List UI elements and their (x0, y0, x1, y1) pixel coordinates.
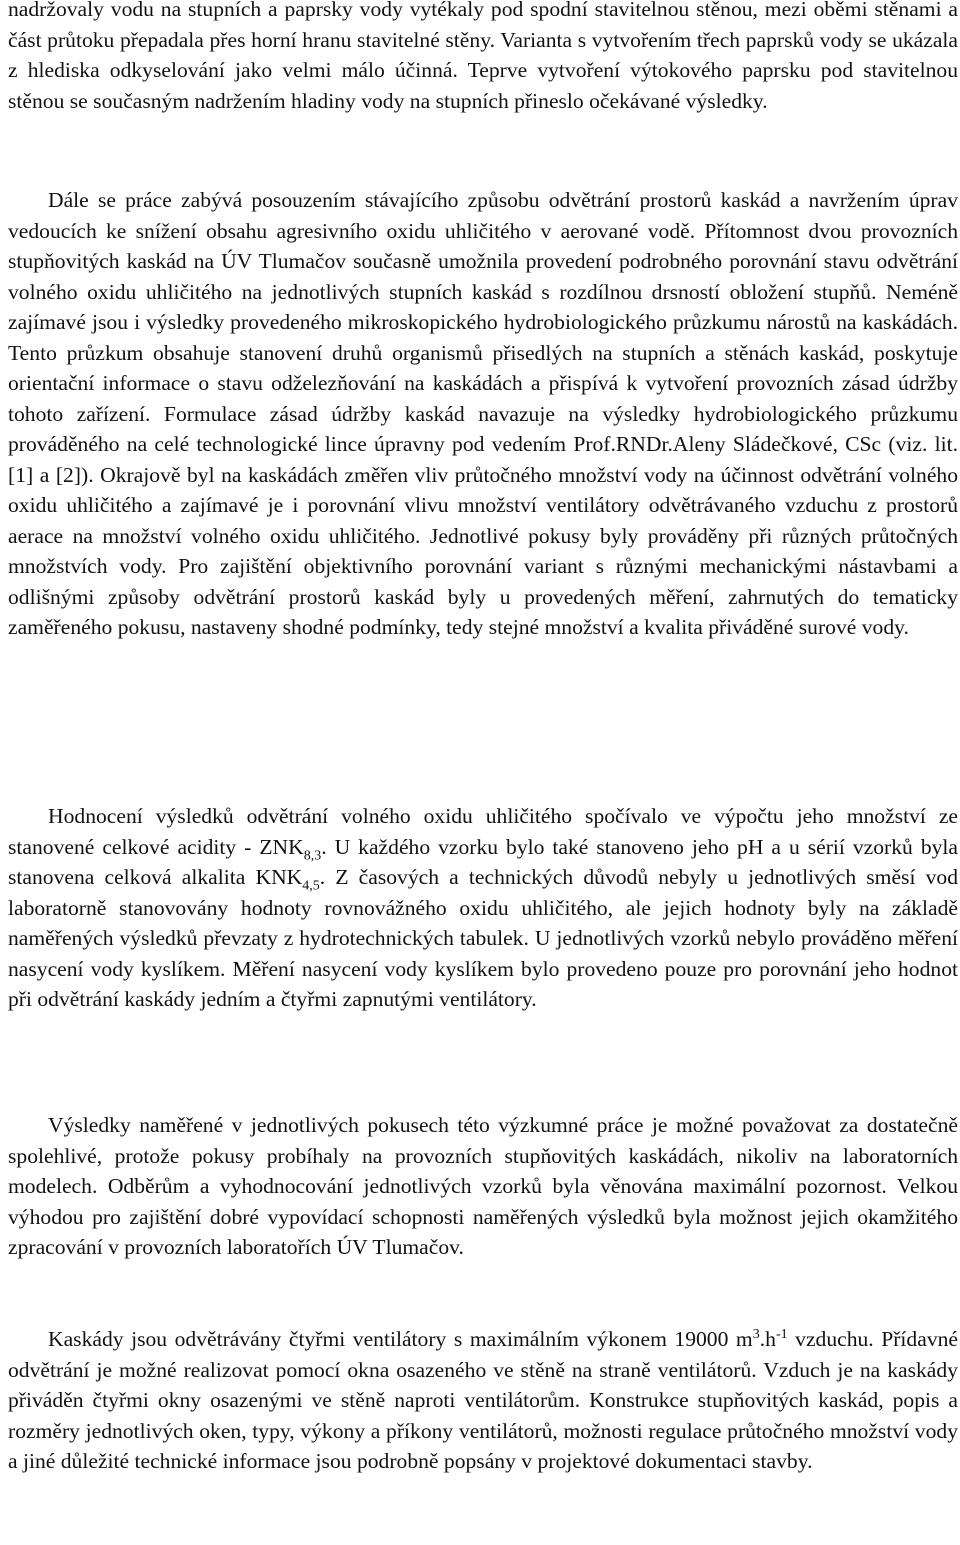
text-segment: vzduchu. Přídavné odvětrání je možné realizovat pomocí okna osazeného ve stěně na straně ventilátorů. Vzduch je na kaskády přiváděn čtyřmi okny osazenými ve stěně naproti ventilátorům. Konstrukce stupňovitých kaskád, popis a rozměry jednotlivých oken, typy, výkony a příkony ventilátorů, možnosti regulace průtočného množství vody a jiné důležité technické informace jsou podrobně popsány v projektové dokumentaci stavby. (8, 1327, 958, 1473)
text-segment: . U každého vzorku bylo také stanoveno jeho pH a u sérií vzorků byla stanovena celková alkalita KNK (8, 834, 958, 889)
paragraph-cascade-variants: nadržovaly vodu na stupních a paprsky vody vytékaly pod spodní stavitelnou stěnou, mezi oběmi stěnami a část průtoku přepadala přes horní hranu stavitelné stěny. Varianta s vytvořením třech paprsků vody se ukázala z hlediska odkyselování jako velmi málo účinná. Teprve vytvoření výtokového paprsku pod stavitelnou stěnou se současným nadržením hladiny vody na stupních přineslo očekávané výsledky. (8, 0, 958, 113)
superscript-per-hour: -1 (775, 1326, 788, 1342)
subscript-znk: 8,3 (303, 847, 322, 863)
paragraph-ventilators (8, 1324, 958, 1477)
superscript-cubic: 3 (752, 1326, 760, 1342)
text-segment: Hodnocení výsledků odvětrání volného oxidu uhličitého spočívalo ve výpočtu jeho množství ze stanovené celkové acidity - ZNK (8, 804, 958, 859)
paragraph-ventilation-assessment: Dále se práce zabývá posouzením stávajícího způsobu odvětrání prostorů kaskád a navržením úprav vedoucích ke snížení obsahu agresivního oxidu uhličitého v aerované vodě. Přítomnost dvou provozních stupňovitých kaskád na ÚV Tlumačov současně umožnila provedení podrobného porovnání stavu odvětrání volného oxidu uhličitého na jednotlivých stupních kaskád s rozdílnou drsností obložení stupňů. Neméně zajímavé jsou i výsledky provedeného mikroskopického hydrobiologického průzkumu nárostů na kaskádách. Tento průzkum obsahuje stanovení druhů organismů přisedlých na stupních a stěnách kaskád, poskytuje orientační informace o stavu odželezňování na kaskádách a přispívá k vytvoření provozních zásad údržby tohoto zařízení. Formulace zásad údržby kaskád navazuje na výsledky hydrobiologického průzkumu prováděného na celé technologické lince úpravny pod vedením Prof.RNDr.Aleny Sládečkové, CSc (viz. lit. [1] a [2]). Okrajově byl na kaskádách změřen vliv průtočného množství vody na účinnost odvětrání volného oxidu uhličitého a zajímavé je i porovnání vlivu množství ventilátory odvětrávaného vzduchu z prostorů aerace na množství volného oxidu uhličitého. Jednotlivé pokusy byly prováděny při různých průtočných množstvích vody. Pro zajištění objektivního porovnání variant s různými mechanickými nástavbami a odlišnými způsoby odvětrání prostorů kaskád byly u provedených měření, zahrnutých do tematicky zaměřeného pokusu, nastaveny shodné podmínky, tedy stejné množství a kvalita přiváděné surové vody. (8, 188, 958, 639)
text-segment: Kaskády jsou odvětrávány čtyřmi ventilátory s maximálním výkonem 19000 m (48, 1327, 753, 1351)
subscript-knk: 4,5 (302, 878, 320, 894)
text-segment: .h (759, 1327, 776, 1351)
paragraph-results-reliability: Výsledky naměřené v jednotlivých pokusech této výzkumné práce je možné považovat za dostatečně spolehlivé, protože pokusy probíhaly na provozních stupňovitých kaskádách, nikoliv na laboratorních modelech. Odběrům a vyhodnocování jednotlivých vzorků byla věnována maximální pozornost. Velkou výhodou pro zajištění dobré vypovídací schopnosti naměřených výsledků byla možnost jejich okamžitého zpracování v provozních laboratořích ÚV Tlumačov. (8, 1113, 958, 1259)
paragraph-results-evaluation (8, 801, 958, 1015)
text-segment: . Z časových a technických důvodů nebyly u jednotlivých směsí vod laboratorně stanovovány hodnoty rovnovážného oxidu uhličitého, ale jejich hodnoty byly na základě naměřených výsledků převzaty z hydrotechnických tabulek. U jednotlivých vzorků nebylo prováděno měření nasycení vody kyslíkem. Měření nasycení vody kyslíkem bylo provedeno pouze pro porovnání jeho hodnot při odvětrání kaskády jedním a čtyřmi zapnutými ventilátory. (8, 865, 959, 1011)
